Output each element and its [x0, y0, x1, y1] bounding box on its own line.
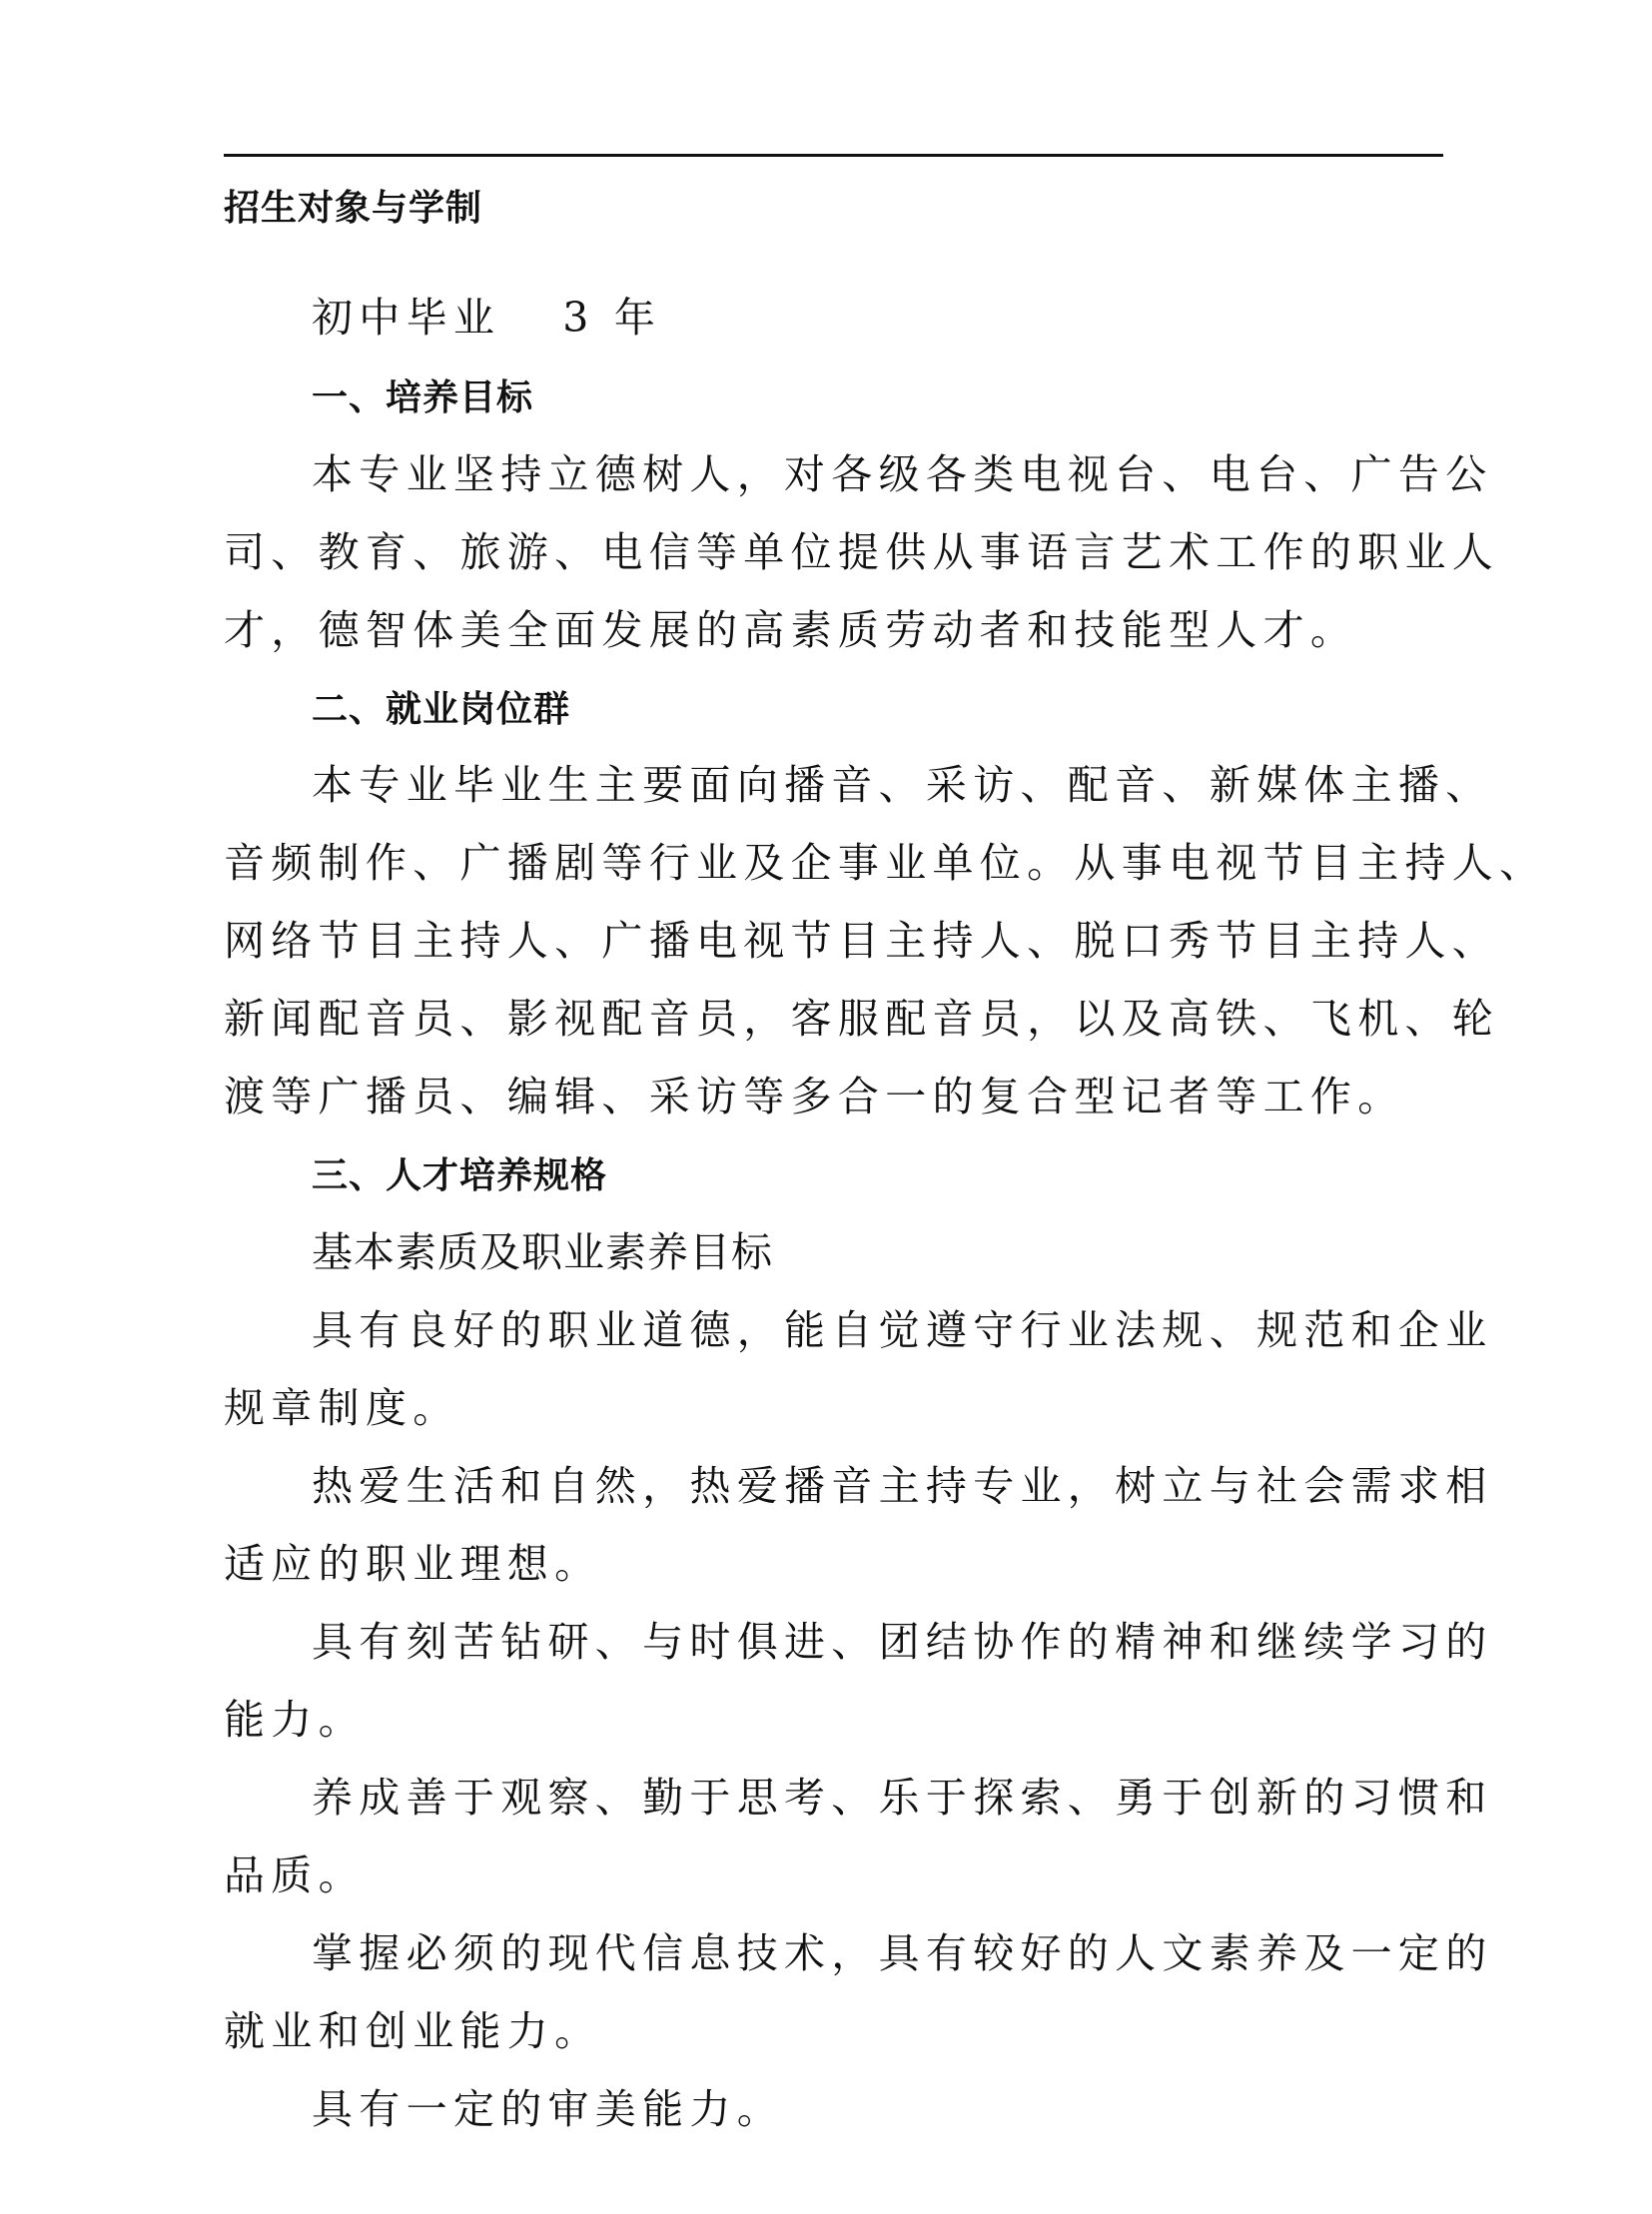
duration: 3 年	[562, 294, 662, 342]
list-item-line: 适应的职业理想。	[224, 1540, 602, 1588]
enroll-target: 初中毕业	[312, 294, 501, 342]
paragraph-line: 新闻配音员、影视配音员，客服配音员，以及高铁、飞机、轮	[224, 995, 1500, 1043]
list-item-line: 就业和创业能力。	[224, 2007, 602, 2055]
paragraph-line: 音频制作、广播剧等行业及企事业单位。从事电视节目主持人、	[224, 839, 1547, 887]
list-item-line: 养成善于观察、勤于思考、乐于探索、勇于创新的习惯和	[312, 1774, 1493, 1822]
list-item-line: 品质。	[224, 1851, 366, 1899]
paragraph-line: 才，德智体美全面发展的高素质劳动者和技能型人才。	[224, 606, 1358, 654]
list-item-line: 热爱生活和自然，热爱播音主持专业，树立与社会需求相	[312, 1462, 1493, 1510]
heading-training-goal: 一、培养目标	[312, 377, 534, 418]
section-title: 招生对象与学制	[224, 188, 483, 229]
list-item-line: 具有刻苦钻研、与时俱进、团结协作的精神和继续学习的	[312, 1618, 1493, 1666]
subheading-basic-quality: 基本素质及职业素养目标	[312, 1228, 773, 1276]
list-item-line: 规章制度。	[224, 1384, 460, 1432]
header-rule	[224, 154, 1443, 157]
list-item-line: 掌握必须的现代信息技术，具有较好的人文素养及一定的	[312, 1929, 1493, 1977]
paragraph-line: 渡等广播员、编辑、采访等多合一的复合型记者等工作。	[224, 1073, 1405, 1120]
list-item-line: 具有一定的审美能力。	[312, 2085, 784, 2133]
paragraph-line: 本专业坚持立德树人，对各级各类电视台、电台、广告公	[312, 450, 1493, 498]
list-item-line: 能力。	[224, 1696, 366, 1744]
heading-talent-spec: 三、人才培养规格	[312, 1155, 608, 1196]
enrollment-line	[312, 292, 1443, 344]
list-item-line: 具有良好的职业道德，能自觉遵守行业法规、规范和企业	[312, 1306, 1493, 1354]
paragraph-line: 网络节目主持人、广播电视节目主持人、脱口秀节目主持人、	[224, 917, 1500, 965]
paragraph-line: 本专业毕业生主要面向播音、采访、配音、新媒体主播、	[312, 761, 1493, 809]
paragraph-line: 司、教育、旅游、电信等单位提供从事语言艺术工作的职业人	[224, 528, 1500, 576]
heading-employment: 二、就业岗位群	[312, 689, 571, 730]
